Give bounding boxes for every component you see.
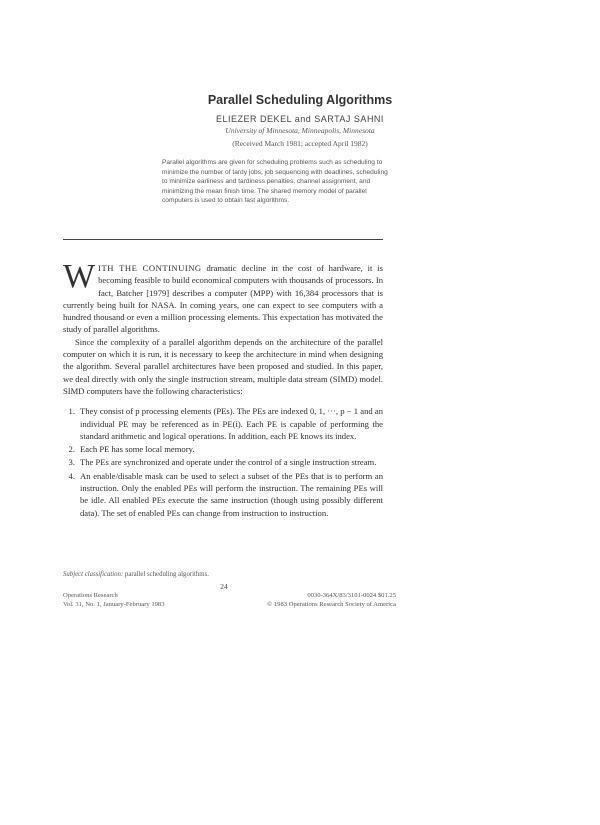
list-item — [63, 405, 383, 442]
lead-caps: ITH THE CONTINUING — [98, 263, 202, 273]
intro-paragraph-text: dramatic decline in the cost of hardware, it is becoming feasible to build economical computers with thousands of processors. In fact, Batcher [1979] describes a computer (MPP) with 16,384 processors that is currently being built for NASA. In coming years, one can expect to see computers with a hundred thousand or even a million processing elements. This expectation has motivated the study of parallel algorithms. — [63, 263, 384, 335]
journal-name: Operations Research — [63, 592, 118, 599]
list-item-number: 3. — [68, 457, 75, 468]
journal-volume: Vol. 31, No. 1, January-February 1983 — [63, 600, 165, 608]
paper-title: Parallel Scheduling Algorithms — [207, 93, 393, 107]
intro-paragraph — [63, 258, 384, 336]
simd-characteristics-list — [63, 405, 383, 519]
section-divider — [63, 239, 383, 240]
list-item-text: The PEs are synchronized and operate under the control of a single instruction stream. — [80, 457, 377, 468]
page-number: 24 — [220, 582, 228, 591]
subject-classification — [63, 571, 393, 578]
list-item-text: Each PE has some local memory. — [80, 444, 195, 455]
list-item — [63, 443, 383, 455]
copyright-info — [236, 592, 396, 609]
copyright-text: © 1983 Operations Research Society of America — [267, 600, 396, 608]
paper-authors: ELIEZER DEKEL and SARTAJ SAHNI — [216, 114, 384, 124]
subject-label: Subject classification: — [63, 571, 124, 578]
body-text — [63, 258, 384, 520]
drop-cap: W — [63, 258, 96, 295]
journal-info — [63, 592, 223, 609]
subject-text: parallel scheduling algorithms. — [124, 571, 209, 578]
architecture-paragraph: Since the complexity of a parallel algorithm depends on the architecture of the parallel computer on which it is run, it is necessary to keep the architecture in mind when designing the algorithm. Several parallel architectures have been proposed and studied. In this paper, we deal directly with only the single instruction stream, multiple data stream (SIMD) model. SIMD computers have the following characteristics: — [63, 336, 383, 396]
list-item-number: 4. — [68, 470, 75, 481]
author-affiliation: University of Minnesota, Minneapolis, Minnesota — [225, 126, 375, 135]
list-item-text: An enable/disable mask can be used to select a subset of the PEs that is to perform an instruction. Only the enabled PEs will perform the instruction. The remaining PEs will be idle. All enabled PEs execute the same instruction (though using possibly different data). The set of enabled PEs can change from instruction to instruction. — [80, 470, 383, 518]
received-date: (Received March 1981; accepted April 1982) — [232, 139, 368, 148]
list-item-text: They consist of p processing elements (PEs). The PEs are indexed 0, 1, ···, p − 1 and an individual PE may be referenced as in PE(i). Each PE is capable of performing the standard arithmetic and logical operations. In addition, each PE knows its index. — [80, 406, 383, 441]
list-item-number: 1. — [68, 406, 75, 417]
list-item-number: 2. — [68, 444, 75, 455]
abstract: Parallel algorithms are given for scheduling problems such as scheduling to minimize the number of tardy jobs, job sequencing with deadlines, scheduling to minimize earliness and tardiness penalties, channel assignment, and minimizing the mean finish time. The shared memory model of parallel computers is used to obtain fast algorithms. — [162, 159, 388, 205]
copyright-code: 0030-364X/83/3101-0024 $01.25 — [307, 592, 396, 599]
list-item — [63, 456, 383, 468]
list-item — [63, 470, 383, 519]
